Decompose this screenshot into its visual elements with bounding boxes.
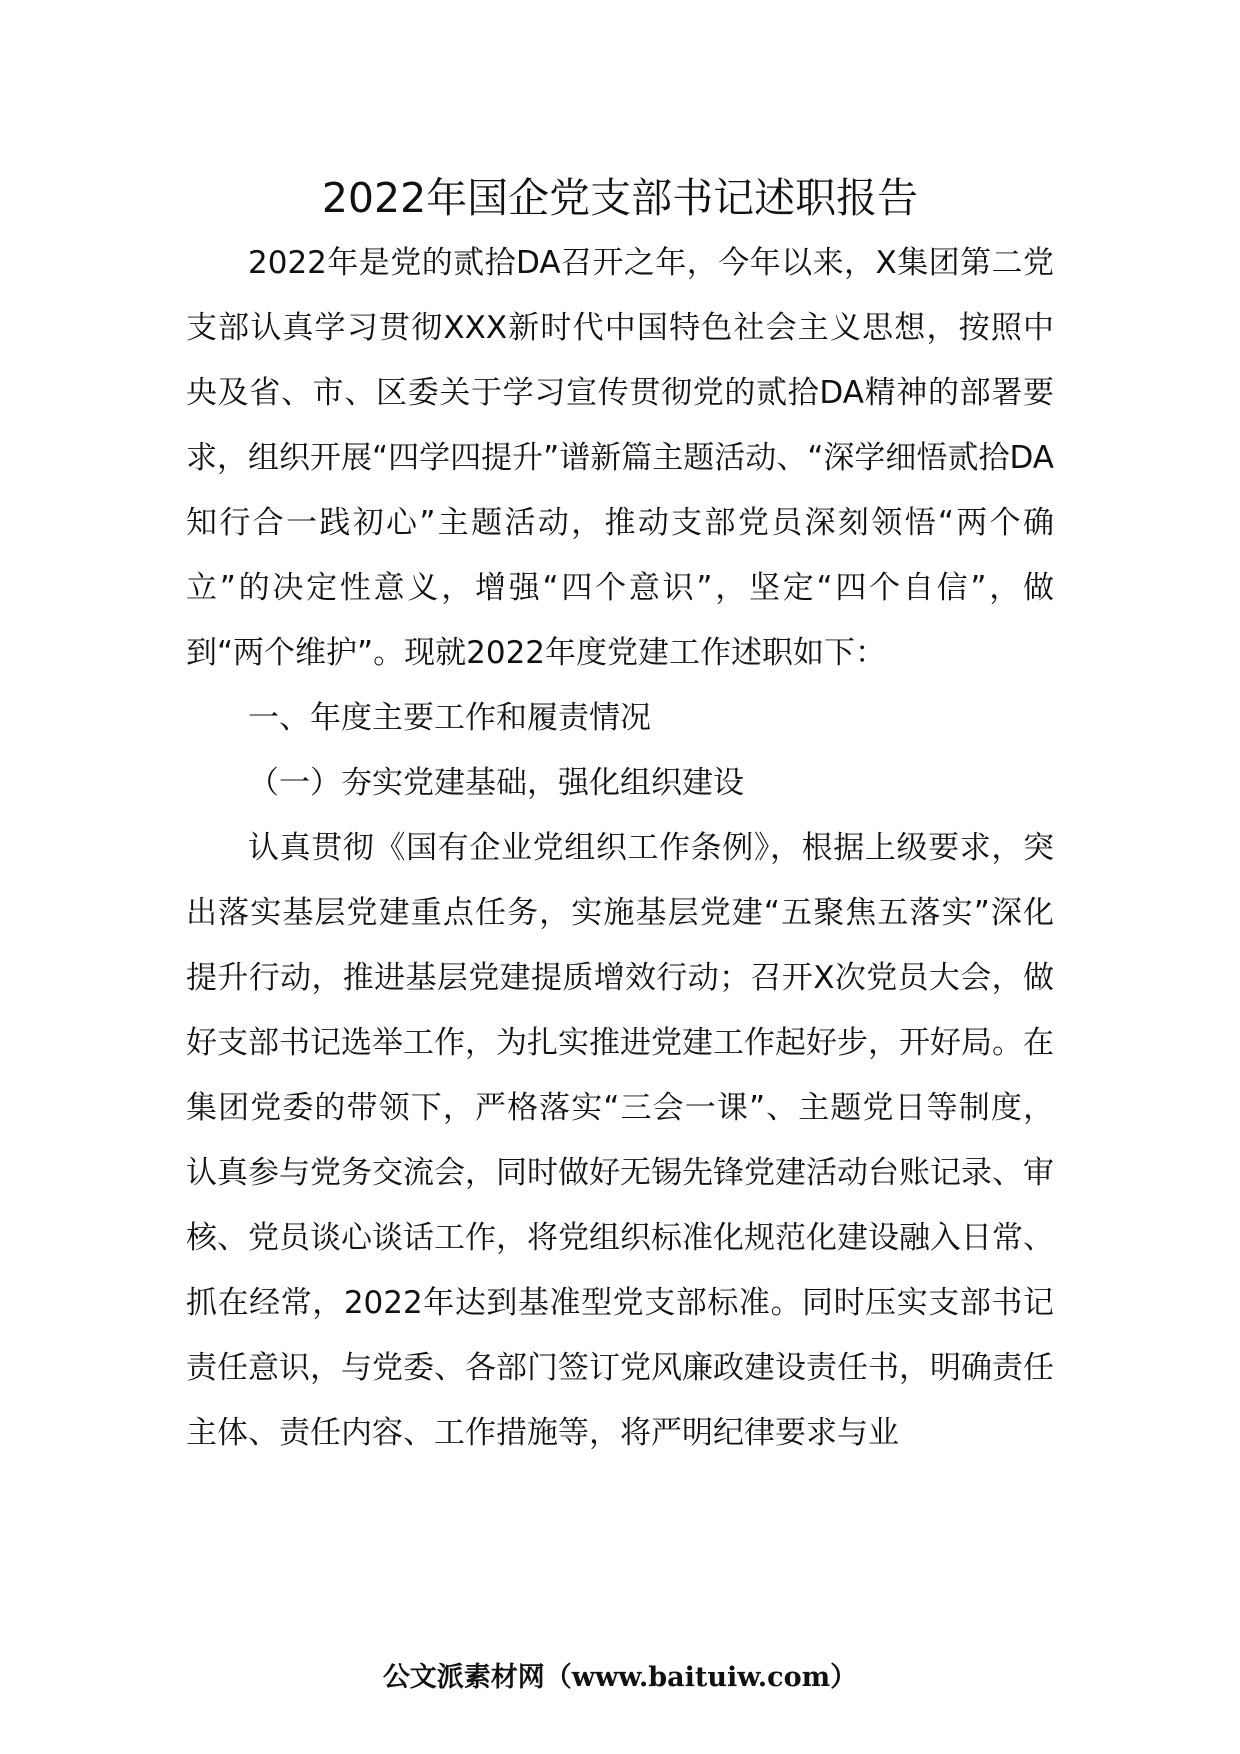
source-watermark: 公文派素材网（www.baituiw.com） (382, 1662, 858, 1693)
subsection-heading: （一）夯实党建基础，强化组织建设 (248, 765, 744, 801)
document-title: 2022年国企党支部书记述职报告 (321, 174, 919, 222)
intro-paragraph: 2022年是党的贰拾DA召开之年，今年以来，X集团第二党支部认真学习贯彻XXX新时代中国特色社会主义思想，按照中央及省、市、区委关于学习宣传贯彻党的贰拾DA精神的部署要求，组织开展“四学四提升”谱新篇主题活动、“深学细悟贰拾DA知行合一践初心”主题活动，推动支部党员深刻领悟“两个确立”的决定性意义，增强“四个意识”，坚定“四个自信”，做到“两个维护”。现就2022年度党建工作述职如下： (186, 245, 1054, 671)
body-paragraph: 认真贯彻《国有企业党组织工作条例》，根据上级要求，突出落实基层党建重点任务，实施基层党建“五聚焦五落实”深化提升行动，推进基层党建提质增效行动；召开X次党员大会，做好支部书记选举工作，为扎实推进党建工作起好步，开好局。在集团党委的带领下，严格落实“三会一课”、主题党日等制度，认真参与党务交流会，同时做好无锡先锋党建活动台账记录、审核、党员谈心谈话工作，将党组织标准化规范化建设融入日常、抓在经常，2022年达到基准型党支部标准。同时压实支部书记责任意识，与党委、各部门签订党风廉政建设责任书，明确责任主体、责任内容、工作措施等，将严明纪律要求与业 (186, 830, 1054, 1451)
section-heading: 一、年度主要工作和履责情况 (248, 700, 651, 736)
document-body (186, 231, 1054, 1466)
